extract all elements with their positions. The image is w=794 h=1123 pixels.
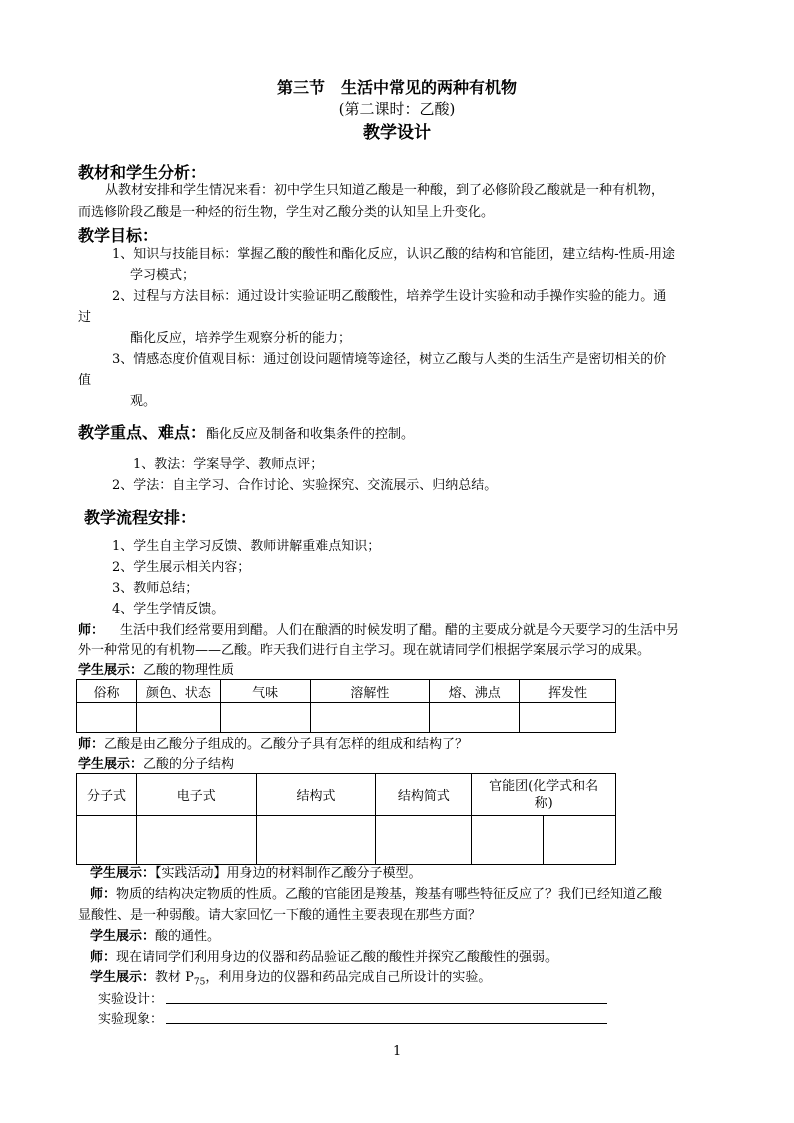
keypoints-text: 酯化反应及制备和收集条件的控制。 xyxy=(206,427,415,442)
analysis-heading: 教材和学生分析： xyxy=(78,163,207,182)
page-number: 1 xyxy=(393,1044,402,1059)
student-line xyxy=(90,864,422,884)
flow-item: 1、学生自主学习反馈、教师讲解重难点知识； xyxy=(112,539,381,554)
page-title: 第三节 生活中常见的两种有机物 xyxy=(276,78,517,97)
teacher-line xyxy=(90,948,558,968)
goal-3-line-2: 值 xyxy=(78,373,92,388)
student-speaker: 学生展示： xyxy=(78,663,144,678)
flow-heading: 教学流程安排： xyxy=(84,508,197,527)
table-header: 熔、沸点 xyxy=(430,680,520,703)
keypoints-row xyxy=(78,420,414,445)
method-learning: 2、学法：自主学习、合作讨论、实验探究、交流展示、归纳总结。 xyxy=(112,478,498,493)
student-text: 乙酸的分子结构 xyxy=(143,757,235,772)
student-speaker: 学生展示： xyxy=(90,866,156,881)
table-cell xyxy=(77,816,137,865)
student-speaker: 学生展示： xyxy=(78,757,144,772)
textbook-ref: 教材 P xyxy=(155,970,194,985)
table-header: 结构式 xyxy=(256,774,376,816)
student-speaker: 学生展示： xyxy=(90,929,156,944)
physical-properties-table xyxy=(76,679,616,733)
student-text: 乙酸的物理性质 xyxy=(143,663,235,678)
flow-item: 4、学生学情反馈。 xyxy=(112,602,225,617)
table-cell xyxy=(256,816,376,865)
experiment-design-label: 实验设计： xyxy=(98,992,164,1007)
teacher-speaker: 师： xyxy=(90,887,117,902)
student-line xyxy=(90,927,220,947)
teacher-text: 现在请同学们利用身边的仪器和药品验证乙酸的酸性并探究乙酸酸性的强弱。 xyxy=(116,950,559,965)
table-cell xyxy=(220,703,310,733)
goal-1-line-1: 1、知识与技能目标：掌握乙酸的酸性和酯化反应，认识乙酸的结构和官能团，建立结构-性质-用途 xyxy=(112,247,676,262)
student-speaker: 学生展示： xyxy=(90,970,156,985)
experiment-design-blank[interactable] xyxy=(166,1003,607,1004)
teacher-speaker: 师： xyxy=(78,623,105,638)
teacher-text: 物质的结构决定物质的性质。乙酸的官能团是羧基，羧基有哪些特征反应了？我们已经知道乙酸 xyxy=(116,887,663,902)
header-line: 官能团(化学式和名 xyxy=(489,778,599,794)
table-cell xyxy=(376,816,472,865)
table-header: 气味 xyxy=(220,680,310,703)
student-text: 【实践活动】用身边的材料制作乙酸分子模型。 xyxy=(155,866,422,881)
analysis-line-2: 而选修阶段乙酸是一种烃的衍生物，学生对乙酸分类的认知呈上升变化。 xyxy=(78,205,495,220)
header-line: 称) xyxy=(534,795,553,811)
flow-item: 3、教师总结； xyxy=(112,581,199,596)
teacher-line-2: 显酸性、是一种弱酸。请大家回忆一下酸的通性主要表现在那些方面？ xyxy=(78,908,482,923)
table-header: 挥发性 xyxy=(520,680,616,703)
goals-heading: 教学目标： xyxy=(78,226,159,245)
table-cell xyxy=(77,703,137,733)
student-text: ，利用身边的仪器和药品完成自己所设计的实验。 xyxy=(205,970,492,985)
table-header: 俗称 xyxy=(77,680,137,703)
experiment-phenomenon-blank[interactable] xyxy=(166,1023,607,1024)
table-header: 颜色、状态 xyxy=(136,680,220,703)
teacher-text: 生活中我们经常要用到醋。人们在酿酒的时候发明了醋。醋的主要成分就是今天要学习的生活中另 xyxy=(120,623,680,638)
teacher-line-2: 外一种常见的有机物——乙酸。昨天我们进行自主学习。现在就请同学们根据学案展示学习的成果。 xyxy=(78,643,651,658)
goal-2-line-1: 2、过程与方法目标：通过设计实验证明乙酸酸性，培养学生设计实验和动手操作实验的能力。通 xyxy=(112,289,667,304)
table-header: 电子式 xyxy=(136,774,256,816)
doc-type: 教学设计 xyxy=(363,123,431,143)
molecular-structure-table xyxy=(76,773,616,865)
flow-item: 2、学生展示相关内容； xyxy=(112,560,251,575)
analysis-line-1: 从教材安排和学生情况来看：初中学生只知道乙酸是一种酸，到了必修阶段乙酸就是一种有机物， xyxy=(105,183,665,198)
table-cell xyxy=(136,816,256,865)
table-header: 溶解性 xyxy=(310,680,430,703)
experiment-phenomenon-label: 实验现象： xyxy=(98,1012,164,1027)
teacher-text: 乙酸是由乙酸分子组成的。乙酸分子具有怎样的组成和结构了？ xyxy=(104,737,469,752)
student-line xyxy=(78,755,234,775)
teacher-line-1 xyxy=(90,885,662,905)
goal-3-line-3: 观。 xyxy=(130,394,157,409)
table-cell xyxy=(310,703,430,733)
table-header: 结构简式 xyxy=(376,774,472,816)
teacher-line-1 xyxy=(78,621,679,641)
student-line xyxy=(90,968,491,993)
table-header: 分子式 xyxy=(77,774,137,816)
student-line xyxy=(78,661,234,681)
page-subtitle: (第二课时：乙酸) xyxy=(338,100,456,118)
table-cell xyxy=(472,816,544,865)
table-cell xyxy=(430,703,520,733)
goal-2-line-2: 过 xyxy=(78,310,92,325)
keypoints-heading: 教学重点、难点： xyxy=(78,423,207,442)
student-text: 酸的通性。 xyxy=(155,929,221,944)
goal-2-line-3: 酯化反应，培养学生观察分析的能力； xyxy=(130,331,352,346)
table-cell xyxy=(544,816,616,865)
goal-1-line-2: 学习模式； xyxy=(130,268,196,283)
teacher-line xyxy=(78,735,468,755)
goal-3-line-1: 3、情感态度价值观目标：通过创设问题情境等途径，树立乙酸与人类的生活生产是密切相关的价 xyxy=(112,352,667,367)
textbook-page: 75 xyxy=(193,977,206,988)
teacher-speaker: 师： xyxy=(90,950,117,965)
teacher-speaker: 师： xyxy=(78,737,105,752)
table-header-functional-group xyxy=(472,774,616,816)
method-teaching: 1、教法：学案导学、教师点评； xyxy=(133,457,324,472)
table-cell xyxy=(136,703,220,733)
table-cell xyxy=(520,703,616,733)
